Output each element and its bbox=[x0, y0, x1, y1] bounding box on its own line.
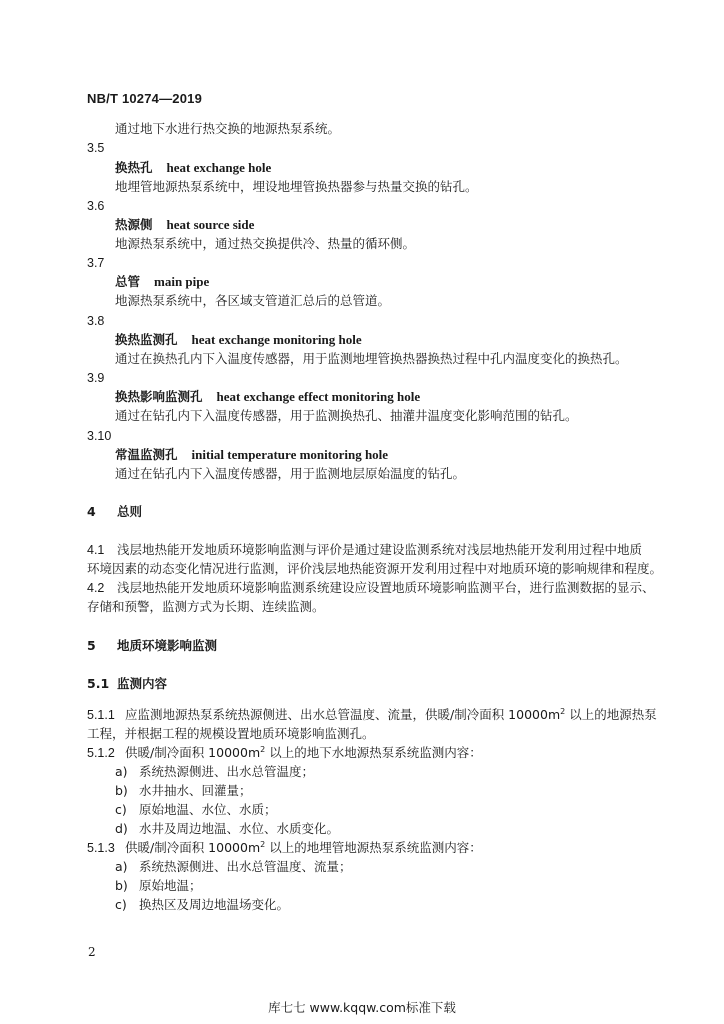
term-en: heat exchange hole bbox=[166, 160, 272, 175]
definition-3-7: 地源热泵系统中，各区域支管道汇总后的总管道。 bbox=[115, 293, 391, 308]
term-zh: 换热监测孔 bbox=[115, 332, 178, 347]
section-title: 监测内容 bbox=[117, 676, 168, 691]
document-header-id: NB/T 10274—2019 bbox=[87, 91, 203, 106]
list-text: 换热区及周边地温场变化。 bbox=[139, 897, 290, 912]
paragraph-text: 以上的地下水地源热泵系统监测内容： bbox=[265, 745, 482, 760]
definition-3-6: 地源热泵系统中，通过热交换提供冷、热量的循环侧。 bbox=[115, 236, 416, 251]
list-label: c) bbox=[115, 897, 127, 912]
list-item bbox=[115, 821, 339, 837]
paragraph-text: 供暖/制冷面积 10000m bbox=[125, 745, 261, 760]
list-label: a) bbox=[115, 764, 128, 779]
definition-3-10: 通过在钻孔内下入温度传感器，用于监测地层原始温度的钻孔。 bbox=[115, 466, 466, 481]
term-3-9 bbox=[115, 389, 420, 405]
page-number: 2 bbox=[88, 945, 96, 959]
list-item bbox=[115, 897, 289, 913]
paragraph-4-1-line-2: 环境因素的动态变化情况进行监测，评价浅层地热能资源开发利用过程中对地质环境的影响规律和程度。 bbox=[87, 561, 663, 576]
term-3-7 bbox=[115, 274, 209, 290]
clause-number-3-6: 3.6 bbox=[87, 199, 105, 213]
term-en: initial temperature monitoring hole bbox=[191, 447, 389, 462]
term-en: heat exchange monitoring hole bbox=[191, 332, 362, 347]
section-number: 4 bbox=[87, 504, 96, 519]
clause-number-3-9: 3.9 bbox=[87, 371, 105, 385]
section-heading-5-1 bbox=[87, 676, 167, 692]
paragraph-5-1-1-line-2: 工程，并根据工程的规模设置地质环境影响监测孔。 bbox=[87, 726, 375, 741]
term-3-10 bbox=[115, 447, 388, 463]
list-text: 水井抽水、回灌量； bbox=[139, 783, 252, 798]
list-text: 系统热源侧进、出水总管温度； bbox=[139, 764, 315, 779]
list-label: a) bbox=[115, 859, 128, 874]
clause-number-3-8: 3.8 bbox=[87, 314, 105, 328]
term-en: heat exchange effect monitoring hole bbox=[216, 389, 421, 404]
paragraph-text: 浅层地热能开发地质环境影响监测系统建设应设置地质环境影响监测平台，进行监测数据的显示、 bbox=[117, 580, 655, 595]
section-number: 5 bbox=[87, 638, 96, 653]
paragraph-text: 以上的地埋管地源热泵系统监测内容： bbox=[265, 840, 482, 855]
paragraph-text: 以上的地源热泵 bbox=[565, 707, 657, 722]
paragraph-5-1-1-line-1 bbox=[87, 707, 657, 723]
term-3-8 bbox=[115, 332, 362, 348]
section-title: 总则 bbox=[117, 504, 143, 519]
list-label: b) bbox=[115, 878, 128, 893]
term-zh: 热源侧 bbox=[115, 217, 153, 232]
clause-number-3-5: 3.5 bbox=[87, 141, 105, 155]
list-text: 系统热源侧进、出水总管温度、流量； bbox=[139, 859, 352, 874]
clause-number: 5.1.3 bbox=[87, 841, 115, 855]
definition-3-9: 通过在钻孔内下入温度传感器，用于监测换热孔、抽灌井温度变化影响范围的钻孔。 bbox=[115, 408, 578, 423]
clause-number: 4.1 bbox=[87, 543, 105, 557]
paragraph-text: 浅层地热能开发地质环境影响监测与评价是通过建设监测系统对浅层地热能开发利用过程中地质 bbox=[117, 542, 643, 557]
paragraph-text: 供暖/制冷面积 10000m bbox=[125, 840, 261, 855]
list-item bbox=[115, 764, 314, 780]
paragraph-4-1-line-1 bbox=[87, 542, 642, 558]
paragraph-5-1-3 bbox=[87, 840, 482, 856]
list-item bbox=[115, 783, 252, 799]
footer-watermark: 库七七 www.kqqw.com标准下载 bbox=[268, 1000, 456, 1015]
continuation-line: 通过地下水进行热交换的地源热泵系统。 bbox=[115, 121, 341, 136]
list-item bbox=[115, 802, 277, 818]
superscript: 2 bbox=[260, 839, 266, 849]
list-text: 原始地温、水位、水质； bbox=[139, 802, 277, 817]
clause-number: 5.1.2 bbox=[87, 746, 115, 760]
list-label: d) bbox=[115, 821, 128, 836]
term-3-6 bbox=[115, 217, 254, 233]
section-heading-5 bbox=[87, 638, 217, 654]
paragraph-5-1-2 bbox=[87, 745, 482, 761]
clause-number: 5.1.1 bbox=[87, 708, 115, 722]
clause-number-3-7: 3.7 bbox=[87, 256, 105, 270]
superscript: 2 bbox=[560, 706, 566, 716]
term-zh: 总管 bbox=[115, 274, 141, 289]
paragraph-4-2-line-1 bbox=[87, 580, 655, 596]
list-text: 原始地温； bbox=[139, 878, 202, 893]
list-item bbox=[115, 878, 202, 894]
list-item bbox=[115, 859, 352, 875]
superscript: 2 bbox=[260, 744, 266, 754]
definition-3-5: 地埋管地源热泵系统中，埋设地埋管换热器参与热量交换的钻孔。 bbox=[115, 179, 478, 194]
paragraph-4-2-line-2: 存储和预警，监测方式为长期、连续监测。 bbox=[87, 599, 325, 614]
term-en: main pipe bbox=[154, 274, 210, 289]
section-number: 5.1 bbox=[87, 676, 110, 691]
section-heading-4 bbox=[87, 504, 142, 520]
term-3-5 bbox=[115, 160, 271, 176]
paragraph-text: 应监测地源热泵系统热源侧进、出水总管温度、流量，供暖/制冷面积 10000m bbox=[125, 707, 561, 722]
term-zh: 换热影响监测孔 bbox=[115, 389, 203, 404]
section-title: 地质环境影响监测 bbox=[117, 638, 218, 653]
term-en: heat source side bbox=[166, 217, 255, 232]
term-zh: 换热孔 bbox=[115, 160, 153, 175]
definition-3-8: 通过在换热孔内下入温度传感器，用于监测地埋管换热器换热过程中孔内温度变化的换热孔。 bbox=[115, 351, 628, 366]
term-zh: 常温监测孔 bbox=[115, 447, 178, 462]
clause-number: 4.2 bbox=[87, 581, 105, 595]
list-label: c) bbox=[115, 802, 127, 817]
clause-number-3-10: 3.10 bbox=[87, 429, 112, 443]
list-label: b) bbox=[115, 783, 128, 798]
list-text: 水井及周边地温、水位、水质变化。 bbox=[139, 821, 340, 836]
